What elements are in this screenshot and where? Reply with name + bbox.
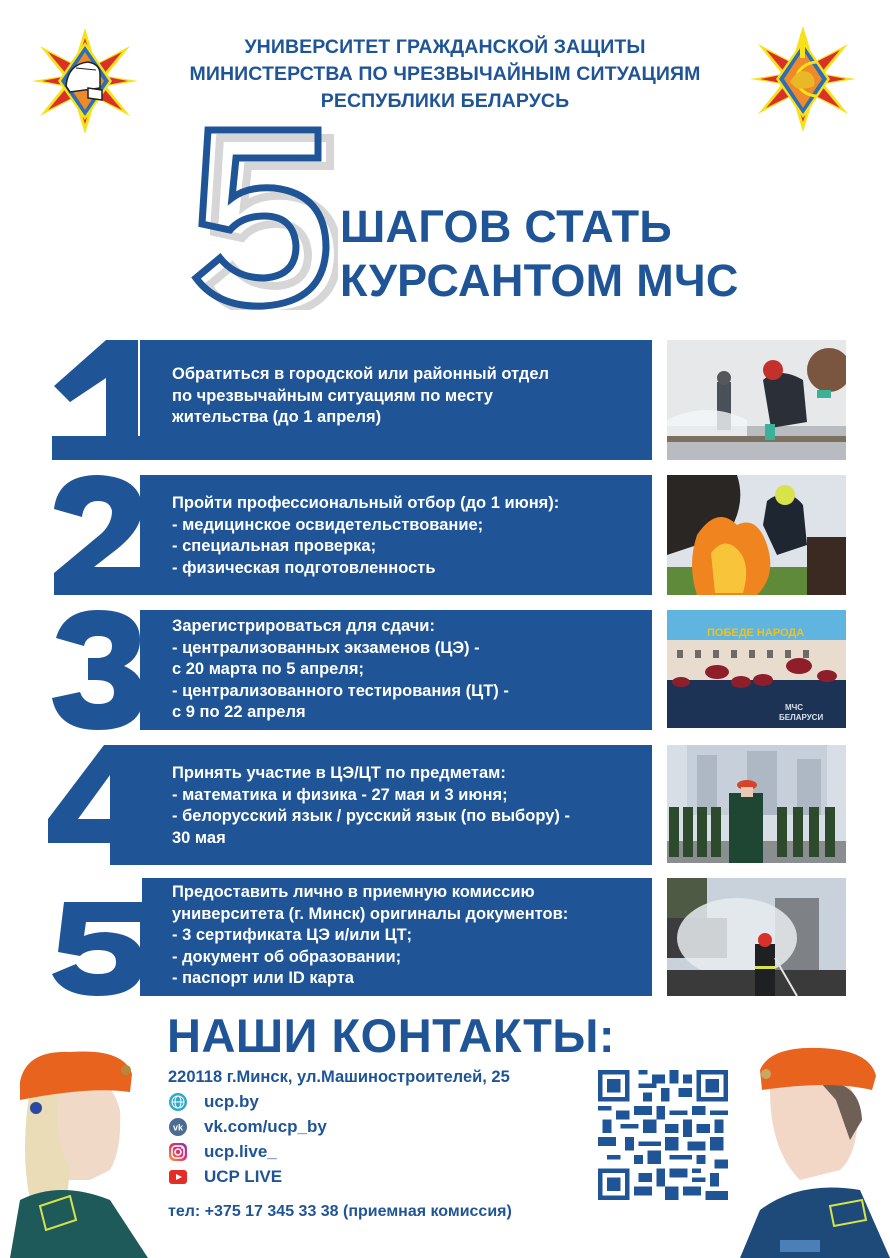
university-title (150, 34, 740, 115)
step-4 (0, 745, 890, 865)
contact-instagram[interactable] (168, 1141, 277, 1163)
svg-text:vk: vk (172, 1122, 184, 1133)
vk-link[interactable]: vk.com/ucp_by (204, 1117, 327, 1136)
step-line: - 3 сертификата ЦЭ и/или ЦТ; (172, 926, 412, 944)
svg-text:БЕЛАРУСИ: БЕЛАРУСИ (779, 713, 824, 722)
hero-line-1: ШАГОВ СТАТЬ (340, 201, 673, 252)
step-line: - медицинское освидетельствование; (172, 515, 484, 534)
male-cadet-portrait (740, 1030, 890, 1258)
step-line: - специальная проверка; (172, 537, 377, 555)
cadets-in-berets-parade-photo (667, 610, 846, 728)
step-line: - паспорт или ID карта (172, 969, 354, 987)
firefighter-jumping-over-fire-photo (667, 475, 846, 595)
step-line: - документ об образовании; (172, 947, 402, 966)
step-line: - математика и физика - 27 мая и 3 июня; (172, 785, 508, 804)
youtube-link[interactable]: UCP LIVE (204, 1167, 283, 1186)
step-number-4 (46, 745, 146, 865)
step-line: - централизованных экзаменов (ЦЭ) - (172, 638, 480, 657)
contact-vk[interactable] (168, 1116, 327, 1138)
globe-icon (168, 1092, 188, 1112)
contact-website[interactable] (168, 1091, 259, 1113)
step-2 (0, 475, 890, 595)
step-line: университета (г. Минск) оригиналы документов: (172, 904, 569, 923)
rescuers-with-water-hose-photo (667, 340, 846, 460)
step-line: жительства (до 1 апреля) (172, 408, 382, 426)
phone-number[interactable]: тел: +375 17 345 33 38 (приемная комиссия) (168, 1203, 512, 1220)
hero-heading (340, 200, 739, 308)
step-text (172, 763, 570, 849)
mchs-helmet-star-emblem-icon (30, 26, 140, 136)
step-5 (0, 878, 890, 996)
vk-icon (168, 1117, 188, 1137)
svg-text:МЧС: МЧС (785, 703, 804, 712)
contacts-heading: НАШИ КОНТАКТЫ: (167, 1009, 616, 1062)
instagram-icon (168, 1142, 188, 1162)
digit-join (142, 610, 146, 730)
step-text (172, 882, 568, 990)
hero-number-five (178, 120, 338, 310)
university-star-emblem-icon (748, 24, 858, 134)
digit-join (142, 475, 146, 595)
step-line: Пройти профессиональный отбор (до 1 июня): (172, 494, 560, 512)
step-number-3 (50, 610, 146, 730)
step-line: Предоставить лично в приемную комиссию (172, 883, 535, 901)
step-1 (0, 340, 890, 460)
step-line: 30 мая (172, 828, 226, 847)
digit-glyph (52, 340, 144, 460)
website-link[interactable]: ucp.by (204, 1092, 259, 1111)
step-line: - физическая подготовленность (172, 558, 436, 577)
step-line: с 20 марта по 5 апреля; (172, 660, 364, 678)
honor-guard-march-photo (667, 745, 846, 863)
svg-text:ПОБЕДЕ НАРОДА: ПОБЕДЕ НАРОДА (707, 627, 805, 639)
digit-join (142, 878, 146, 996)
step-number-5 (50, 878, 146, 996)
title-line-2: МИНИСТЕРСТВА ПО ЧРЕЗВЫЧАЙНЫМ СИТУАЦИЯМ (189, 63, 701, 85)
step-number-2 (50, 475, 146, 595)
qr-code[interactable] (598, 1070, 728, 1200)
step-line: Принять участие в ЦЭ/ЦТ по предметам: (172, 764, 506, 782)
step-line: с 9 по 22 апреля (172, 703, 306, 721)
step-line: по чрезвычайным ситуациям по месту (172, 386, 493, 405)
hero-line-2: КУРСАНТОМ МЧС (340, 255, 739, 306)
female-cadet-portrait (0, 1030, 150, 1258)
title-line-1: УНИВЕРСИТЕТ ГРАЖДАНСКОЙ ЗАЩИТЫ (244, 36, 646, 58)
firefighter-extinguishing-smoke-photo (667, 878, 846, 996)
contact-youtube[interactable] (168, 1166, 282, 1188)
step-3 (0, 610, 890, 730)
step-text (172, 493, 559, 579)
step-line: - белорусский язык / русский язык (по выбору) - (172, 807, 570, 825)
step-text (172, 616, 509, 724)
title-line-3: РЕСПУБЛИКИ БЕЛАРУСЬ (320, 90, 570, 112)
youtube-icon (168, 1167, 188, 1187)
step-line: Обратиться в городской или районный отдел (172, 365, 550, 383)
step-line: - централизованного тестирования (ЦТ) - (172, 681, 509, 700)
address: 220118 г.Минск, ул.Машиностроителей, 25 (168, 1068, 510, 1086)
instagram-link[interactable]: ucp.live_ (204, 1142, 277, 1161)
step-line: Зарегистрироваться для сдачи: (172, 617, 435, 635)
step-text (172, 364, 549, 429)
